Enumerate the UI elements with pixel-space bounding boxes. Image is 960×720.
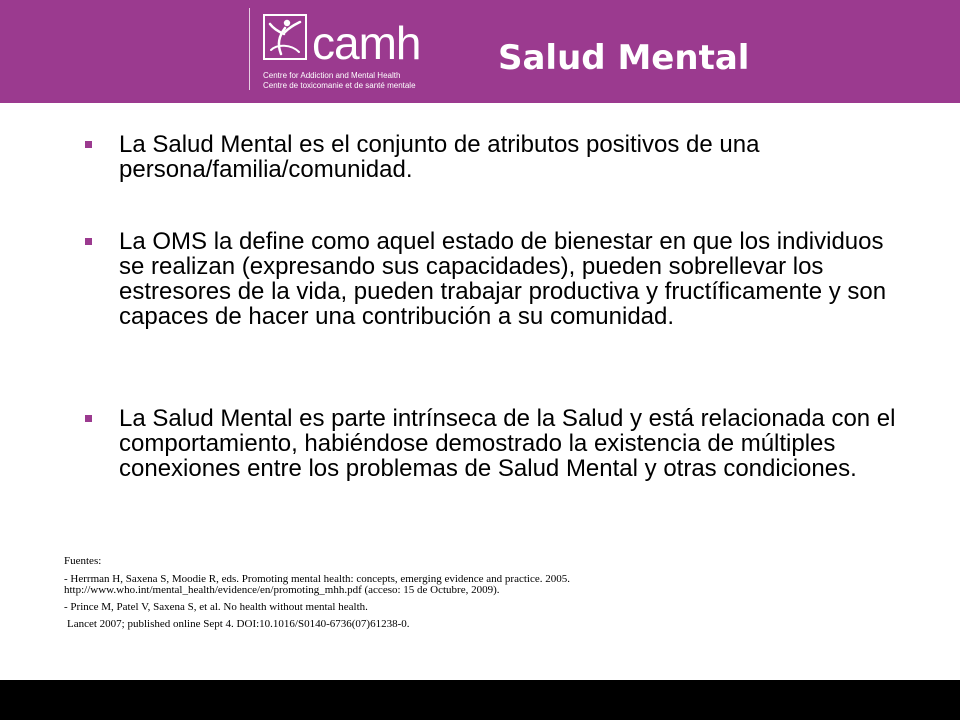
sources-heading: Fuentes: [64, 555, 102, 567]
bullet-marker-icon [85, 238, 92, 245]
source-line: - Prince M, Patel V, Saxena S, et al. No health without mental health. [64, 601, 368, 613]
bullet-item [119, 406, 899, 481]
logo-wordmark: camh [312, 17, 421, 69]
sources [64, 556, 924, 630]
logo-subtitle-fr: Centre de toxicomanie et de santé mentale [263, 81, 416, 90]
bullet-text: La OMS la define como aquel estado de bienestar en que los individuos se realizan (expresando sus capacidades), pueden sobrellevar los estresores de la vida, pueden trabajar productiva y fructíficamente y son capaces de hacer una contribución a su comunidad. [119, 228, 887, 330]
bullet-text: La Salud Mental es parte intrínseca de la Salud y está relacionada con el comportamiento, habiéndose demostrado la existencia de múltiples conexiones entre los problemas de Salud Mental y otras condiciones. [119, 405, 896, 482]
camh-logo-icon [263, 14, 307, 60]
slide-title: Salud Mental [498, 38, 750, 78]
bullet-item [119, 132, 899, 182]
header-band [0, 0, 960, 103]
bullet-marker-icon [85, 141, 92, 148]
logo-subtitle-en: Centre for Addiction and Mental Health [263, 71, 401, 80]
bullet-item [119, 229, 899, 329]
bullet-text: La Salud Mental es el conjunto de atributos positivos de una persona/familia/comunidad. [119, 131, 760, 183]
source-line: Lancet 2007; published online Sept 4. DOI:10.1016/S0140-6736(07)61238-0. [67, 618, 410, 630]
logo-divider [249, 8, 250, 90]
bullet-marker-icon [85, 415, 92, 422]
source-url: http://www.who.int/mental_health/evidence/en/promoting_mhh.pdf (acceso: 15 de Octubre, 2009). [64, 584, 500, 596]
source-line: - Herrman H, Saxena S, Moodie R, eds. Promoting mental health: concepts, emerging evidence and practice. 2005. [64, 573, 570, 585]
